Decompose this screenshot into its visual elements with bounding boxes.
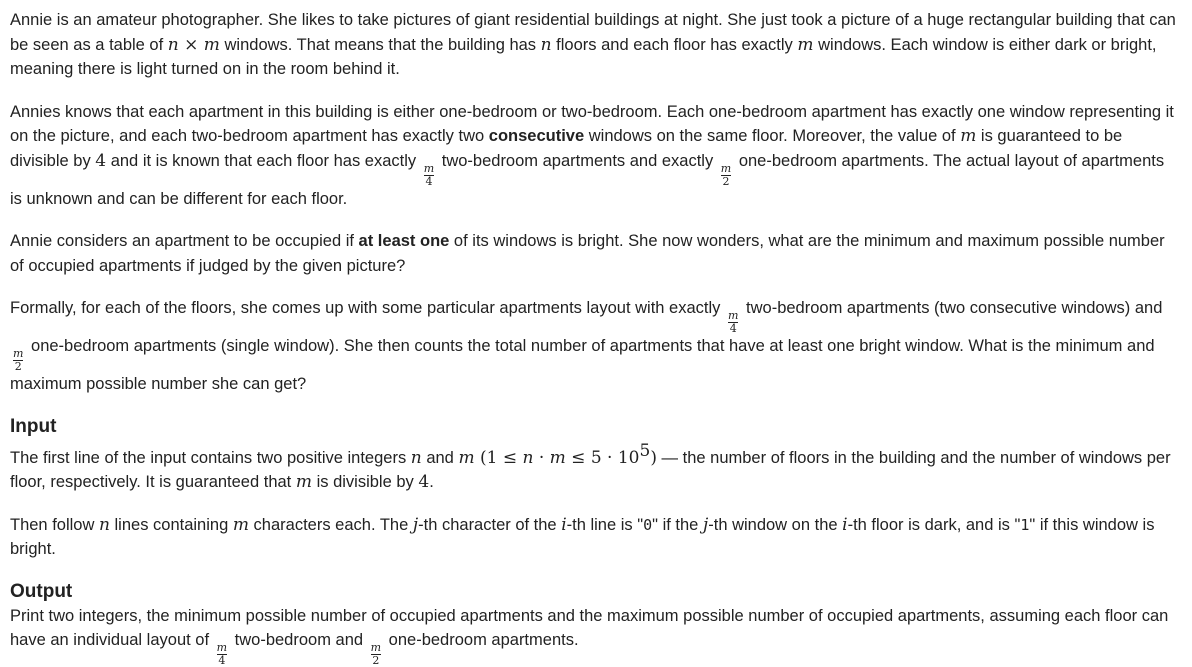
math-n: n	[410, 447, 422, 468]
math-times: ×	[178, 34, 204, 55]
text: -th character of the	[418, 515, 562, 534]
math-j: j	[412, 514, 419, 535]
math-n: n	[167, 34, 179, 55]
output-section	[10, 580, 1176, 667]
math-m: m	[960, 126, 977, 146]
math-4: 4	[418, 472, 430, 492]
fraction-m-over-4: $\frac{m}{4}$	[216, 641, 228, 667]
text: .	[429, 473, 434, 491]
text: one-bedroom apartments. The actual layout of apartments is unknown and can be different for each floor.	[10, 151, 1165, 208]
math-4: 4	[95, 150, 107, 171]
input-paragraph-2	[10, 513, 1176, 562]
output-heading: Output	[10, 580, 73, 602]
input-section	[10, 415, 1176, 562]
math-m: m	[458, 447, 475, 468]
code-zero: 0	[643, 515, 653, 534]
text: of its windows is bright. She now wonders, what are the minimum and maximum possible number of occupied apartments if judged by the given picture?	[10, 232, 1165, 275]
text: windows. That means that the building has	[219, 35, 541, 54]
text: — the number of floors in the building and the number of windows per floor, respectively. It is guaranteed that	[10, 448, 1171, 491]
math-n: n	[98, 514, 110, 535]
fraction-m-over-4: $\frac{m}{4}$	[728, 309, 739, 335]
math-limit: ≤ 5 · 10	[565, 447, 640, 468]
output-paragraph	[10, 604, 1176, 667]
text: " if the	[652, 515, 703, 534]
math-i: i	[561, 514, 567, 535]
text: two-bedroom apartments (two consecutive windows) and	[741, 299, 1163, 317]
text: one-bedroom apartments.	[384, 631, 579, 649]
text: floors and each floor has exactly	[551, 35, 798, 54]
paragraph-apartments	[10, 100, 1176, 212]
text: -th line is "	[566, 515, 644, 534]
text: is guaranteed to be divisible by	[10, 127, 1123, 170]
math-m: m	[549, 447, 566, 468]
text: " if this window is bright.	[10, 515, 1155, 558]
text: Annie is an amateur photographer. She likes to take pictures of giant residential buildings at night. She just took a picture of a huge rectangular building that can be seen as a table of	[10, 11, 1176, 54]
text: windows on the same floor. Moreover, the value of	[584, 127, 961, 145]
text: two-bedroom apartments and exactly	[437, 151, 718, 170]
input-paragraph-1	[10, 439, 1176, 495]
text: Then follow	[10, 515, 99, 534]
bold-consecutive: consecutive	[488, 127, 585, 145]
text: The first line of the input contains two positive integers	[10, 448, 411, 467]
text: characters each. The	[248, 515, 413, 534]
text: is divisible by	[311, 473, 419, 491]
text: Print two integers, the minimum possible number of occupied apartments and the maximum possible number of occupied apartments, assuming each floor can have an individual layout of	[10, 606, 1169, 649]
paragraph-occupied	[10, 229, 1176, 278]
math-m: m	[797, 34, 814, 55]
text: -th window on the	[708, 515, 843, 534]
math-close: )	[650, 447, 657, 468]
text: Annie considers an apartment to be occupied if	[10, 232, 359, 250]
math-m: m	[232, 514, 249, 535]
paragraph-formally	[10, 296, 1176, 397]
math-j: j	[702, 514, 709, 535]
math-m: m	[295, 472, 312, 492]
fraction-m-over-4: $\frac{m}{4}$	[423, 161, 435, 188]
math-constraint: (1 ≤	[474, 447, 523, 468]
text: Annies knows that each apartment in this building is either one-bedroom or two-bedroom. Each one-bedroom apartment has exactly one window representing it on the picture, and each two-bedroom apartment has exactly two	[10, 102, 1174, 145]
math-exponent: 5	[639, 440, 651, 461]
math-m: m	[203, 34, 220, 55]
math-n: n	[540, 34, 552, 55]
text: -th floor is dark, and is "	[847, 515, 1021, 534]
text: windows. Each window is either dark or bright, meaning there is light turned on in the room behind it.	[10, 35, 1157, 78]
text: Formally, for each of the floors, she comes up with some particular apartments layout with exactly	[10, 299, 725, 317]
bold-at-least-one: at least one	[358, 232, 450, 250]
text: one-bedroom apartments (single window). She then counts the total number of apartments that have at least one bright window. What is the minimum and maximum possible number she can get?	[10, 337, 1155, 393]
text: lines containing	[109, 515, 233, 534]
code-one: 1	[1020, 515, 1030, 534]
fraction-m-over-2: $\frac{m}{2}$	[720, 161, 732, 188]
text: and it is known that each floor has exactly	[106, 151, 421, 170]
math-n: n	[522, 447, 534, 468]
paragraph-intro	[10, 8, 1176, 82]
math-i: i	[842, 514, 848, 535]
text: two-bedroom and	[230, 631, 368, 649]
math-dot: ·	[533, 447, 550, 468]
fraction-m-over-2: $\frac{m}{2}$	[13, 347, 24, 373]
input-heading: Input	[10, 415, 57, 437]
text: and	[421, 448, 459, 467]
fraction-m-over-2: $\frac{m}{2}$	[370, 641, 382, 667]
